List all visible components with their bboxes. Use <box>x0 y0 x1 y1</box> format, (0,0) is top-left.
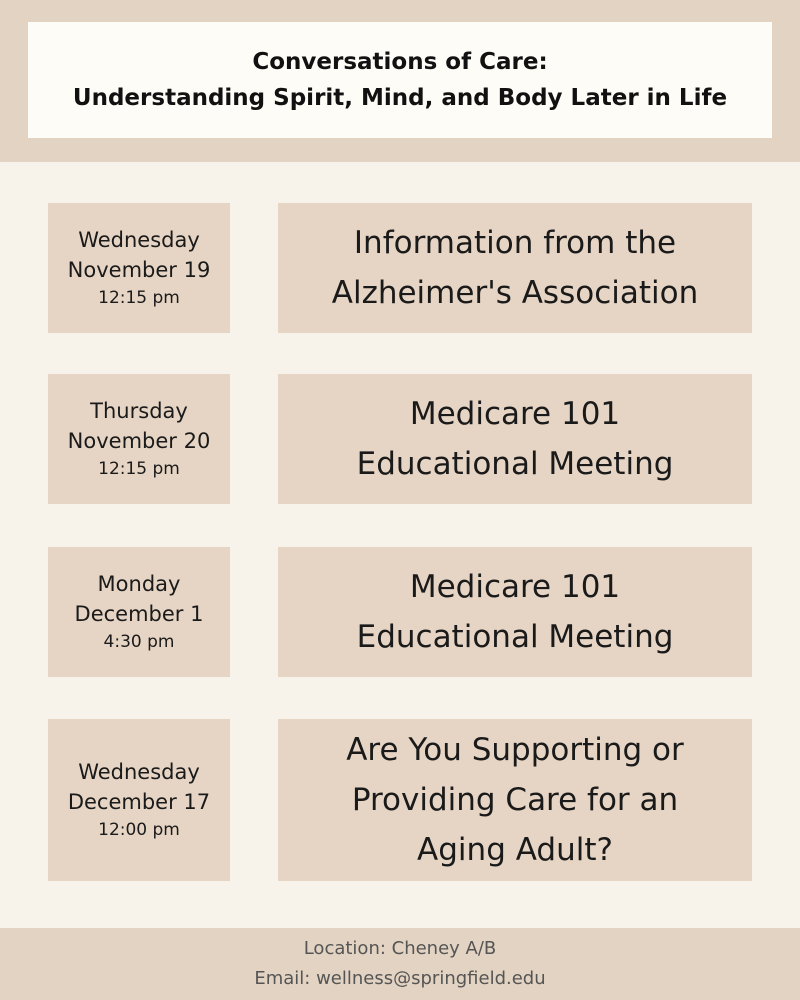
event-3-time: 4:30 pm <box>103 632 175 652</box>
event-1-date-box <box>48 203 230 333</box>
event-1-title-box <box>278 203 752 333</box>
event-2-title-box <box>278 374 752 504</box>
event-2-time: 12:15 pm <box>98 459 180 479</box>
event-2-date: November 20 <box>67 429 211 453</box>
page-title-line-1: Conversations of Care: <box>252 49 548 75</box>
event-4-date: December 17 <box>67 790 211 814</box>
event-3-day: Monday <box>97 572 181 596</box>
event-4-title-line-1: Are You Supporting or <box>346 732 684 768</box>
event-2-title-line-2: Educational Meeting <box>356 446 674 482</box>
event-1-time: 12:15 pm <box>98 288 180 308</box>
event-3-title-line-1: Medicare 101 <box>409 569 621 605</box>
location-text: Location: Cheney A/B <box>303 938 497 959</box>
event-4-title-line-2: Providing Care for an <box>351 782 679 818</box>
event-1-day: Wednesday <box>78 228 200 252</box>
event-4-title-line-3: Aging Adult? <box>417 832 613 868</box>
header-band <box>0 0 800 162</box>
event-3-date-box <box>48 547 230 677</box>
event-1-title-line-2: Alzheimer's Association <box>331 275 699 311</box>
title-box <box>28 22 772 138</box>
event-4-date-box <box>48 719 230 881</box>
event-4-title-box <box>278 719 752 881</box>
event-2-title-line-1: Medicare 101 <box>409 396 621 432</box>
event-3-title-box <box>278 547 752 677</box>
page-title-line-2: Understanding Spirit, Mind, and Body Later in Life <box>72 85 728 111</box>
event-4-time: 12:00 pm <box>98 820 180 840</box>
event-1-title-line-1: Information from the <box>353 225 677 261</box>
email-text: Email: wellness@springfield.edu <box>254 968 546 989</box>
footer <box>0 928 800 1000</box>
event-1-date: November 19 <box>67 258 211 282</box>
event-2-day: Thursday <box>90 399 188 423</box>
event-2-date-box <box>48 374 230 504</box>
event-3-date: December 1 <box>74 602 204 626</box>
event-4-day: Wednesday <box>78 760 200 784</box>
event-3-title-line-2: Educational Meeting <box>356 619 674 655</box>
